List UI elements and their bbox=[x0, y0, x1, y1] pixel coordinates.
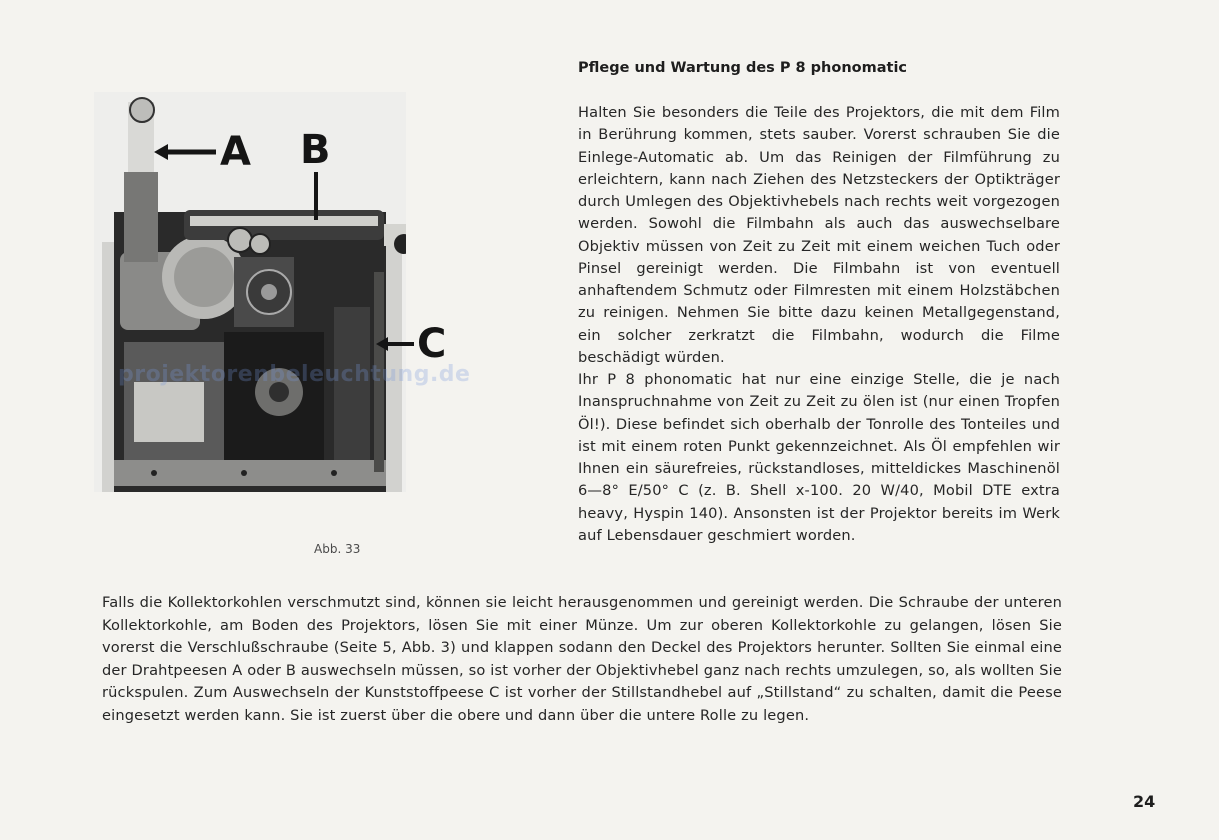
figure-caption: Abb. 33 bbox=[314, 542, 361, 556]
callout-arrows bbox=[94, 92, 514, 392]
arrow-A-head bbox=[154, 144, 168, 160]
callout-C: C bbox=[417, 321, 447, 367]
section-title: Pflege und Wartung des P 8 phonomatic bbox=[578, 60, 908, 76]
right-column bbox=[578, 102, 1060, 547]
paragraph-cleaning: Halten Sie besonders die Teile des Projektors, die mit dem Film in Berührung kommen, stets sauber. Vorerst schrauben Sie die Einlege-Automatic ab. Um das Reinigen der Filmführung zu erleichtern, kann nach Ziehen des Netzsteckers der Optikträger durch Umlegen des Objektivhebels nach rechts weit vorgezogen werden. Sowohl die Filmbahn als auch das auswechselbare Objektiv müssen von Zeit zu Zeit mit einem weichen Tuch oder Pinsel gereinigt werden. Die Filmbahn ist von eventuell anhaftendem Schmutz oder Filmresten mit einem Holzstäbchen zu reinigen. Nehmen Sie bitte dazu keinen Metallgegenstand, ein solcher zerkratzt die Filmbahn, wodurch die Filme beschädigt würden. bbox=[578, 104, 1060, 366]
arrow-C-head bbox=[376, 337, 388, 351]
watermark: projektorenbeleuchtung.de bbox=[118, 362, 471, 387]
projector-photo bbox=[94, 92, 447, 492]
paragraph-oiling: Ihr P 8 phonomatic hat nur eine einzige Stelle, die je nach Inanspruchnahme von Zeit zu Zeit zu ölen ist (nur einen Tropfen Öl!). Diese befindet sich oberhalb der Tonrolle des Tonteiles und ist mit einem roten Punkt gekennzeichnet. Als Öl empfehlen wir Ihnen ein säurefreies, rückstandloses, mitteldickes Maschinenöl 6—8° E/50° C (z. B. Shell x-100. 20 W/40, Mobil DTE extra heavy, Hyspin 140). Ansonsten ist der Projektor bereits im Werk auf Lebensdauer geschmiert worden. bbox=[578, 371, 1060, 544]
callout-B: B bbox=[300, 127, 331, 173]
callout-A: A bbox=[220, 129, 251, 175]
paragraph-belts: Falls die Kollektorkohlen verschmutzt sind, können sie leicht herausgenommen und gereinigt werden. Die Schraube der unteren Kollektorkohle, am Boden des Projektors, lösen Sie mit einer Münze. Um zur oberen Kollektorkohle zu gelangen, lösen Sie vorerst die Verschlußschraube (Seite 5, Abb. 3) und klappen sodann den Deckel des Projektors herunter. Sollten Sie einmal eine der Drahtpeesen A oder B auswechseln müssen, so ist vorher der Objektivhebel ganz nach rechts umzulegen, so, als wollten Sie rückspulen. Zum Auswechseln der Kunststoffpeese C ist vorher der Stillstandhebel auf „Stillstand“ zu schalten, damit die Peese eingesetzt werden kann. Sie ist zuerst über die obere und dann über die untere Rolle zu legen. bbox=[102, 594, 1062, 724]
page-number: 24 bbox=[1133, 792, 1156, 811]
